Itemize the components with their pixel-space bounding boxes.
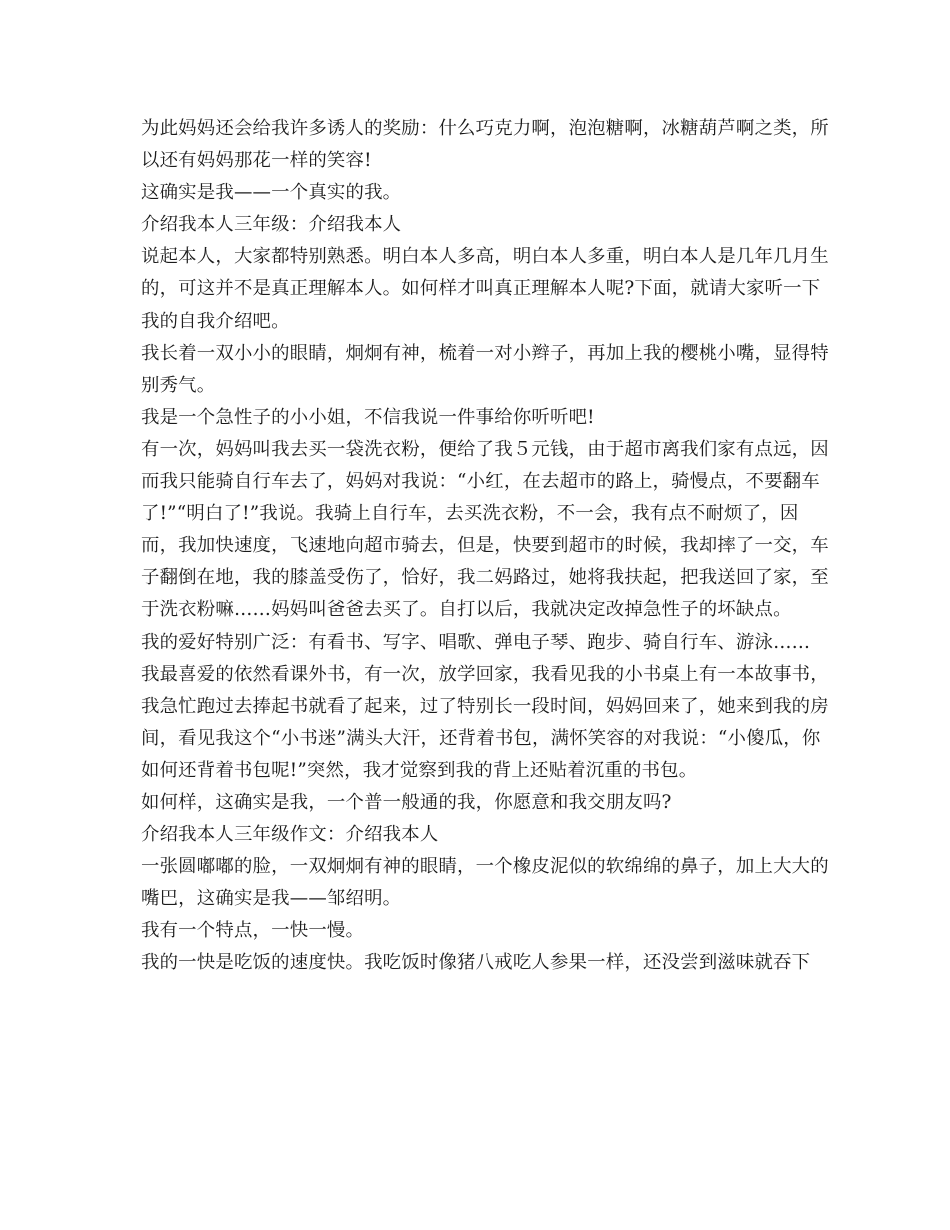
document-body	[141, 113, 831, 980]
paragraph: 我的爱好特别广泛：有看书、写字、唱歌、弹电子琴、跑步、骑自行车、游泳……	[141, 631, 811, 653]
paragraph: 我最喜爱的依然看课外书，有一次，放学回家，我看见我的小书桌上有一本故事书，我急忙跑过去捧起书就看了起来，过了特别长一段时间，妈妈回来了，她来到我的房间，看见我这个“小书迷”满头大汗，还背着书包，满怀笑容的对我说：“小傻瓜，你如何还背着书包呢!”突然，我才觉察到我的背上还贴着沉重的书包。	[141, 663, 829, 781]
paragraph: 如何样，这确实是我，一个普一般通的我，你愿意和我交朋友吗?	[141, 791, 672, 813]
paragraph: 我有一个特点，一快一慢。	[141, 920, 365, 942]
paragraph: 我的一快是吃饭的速度快。我吃饭时像猪八戒吃人参果一样，还没尝到滋味就吞下	[141, 952, 811, 974]
paragraph: 一张圆嘟嘟的脸，一双炯炯有神的眼睛，一个橡皮泥似的软绵绵的鼻子，加上大大的嘴巴，这确实是我——邹绍明。	[141, 856, 829, 910]
paragraph: 说起本人，大家都特别熟悉。明白本人多高，明白本人多重，明白本人是几年几月生的，可这并不是真正理解本人。如何样才叫真正理解本人呢?下面，就请大家听一下我的自我介绍吧。	[141, 246, 829, 332]
paragraph: 有一次，妈妈叫我去买一袋洗衣粉，便给了我５元钱，由于超市离我们家有点远，因而我只能骑自行车去了，妈妈对我说：“小红，在去超市的路上，骑慢点，不要翻车了!”“明白了!”我说。我骑上自行车，去买洗衣粉，不一会，我有点不耐烦了，因而，我加快速度，飞速地向超市骑去，但是，快要到超市的时候，我却摔了一交，车子翻倒在地，我的膝盖受伤了，恰好，我二妈路过，她将我扶起，把我送回了家，至于洗衣粉嘛……妈妈叫爸爸去买了。自打以后，我就决定改掉急性子的坏缺点。	[141, 438, 829, 621]
paragraph: 为此妈妈还会给我许多诱人的奖励：什么巧克力啊，泡泡糖啊，冰糖葫芦啊之类，所以还有妈妈那花一样的笑容!	[141, 118, 829, 172]
section-heading: 介绍我本人三年级作文：介绍我本人	[141, 824, 439, 846]
section-heading: 介绍我本人三年级：介绍我本人	[141, 214, 402, 236]
paragraph: 我长着一双小小的眼睛，炯炯有神，梳着一对小辫子，再加上我的樱桃小嘴，显得特别秀气。	[141, 342, 829, 396]
paragraph: 我是一个急性子的小小姐，不信我说一件事给你听听吧!	[141, 406, 595, 428]
paragraph: 这确实是我——一个真实的我。	[141, 182, 402, 204]
